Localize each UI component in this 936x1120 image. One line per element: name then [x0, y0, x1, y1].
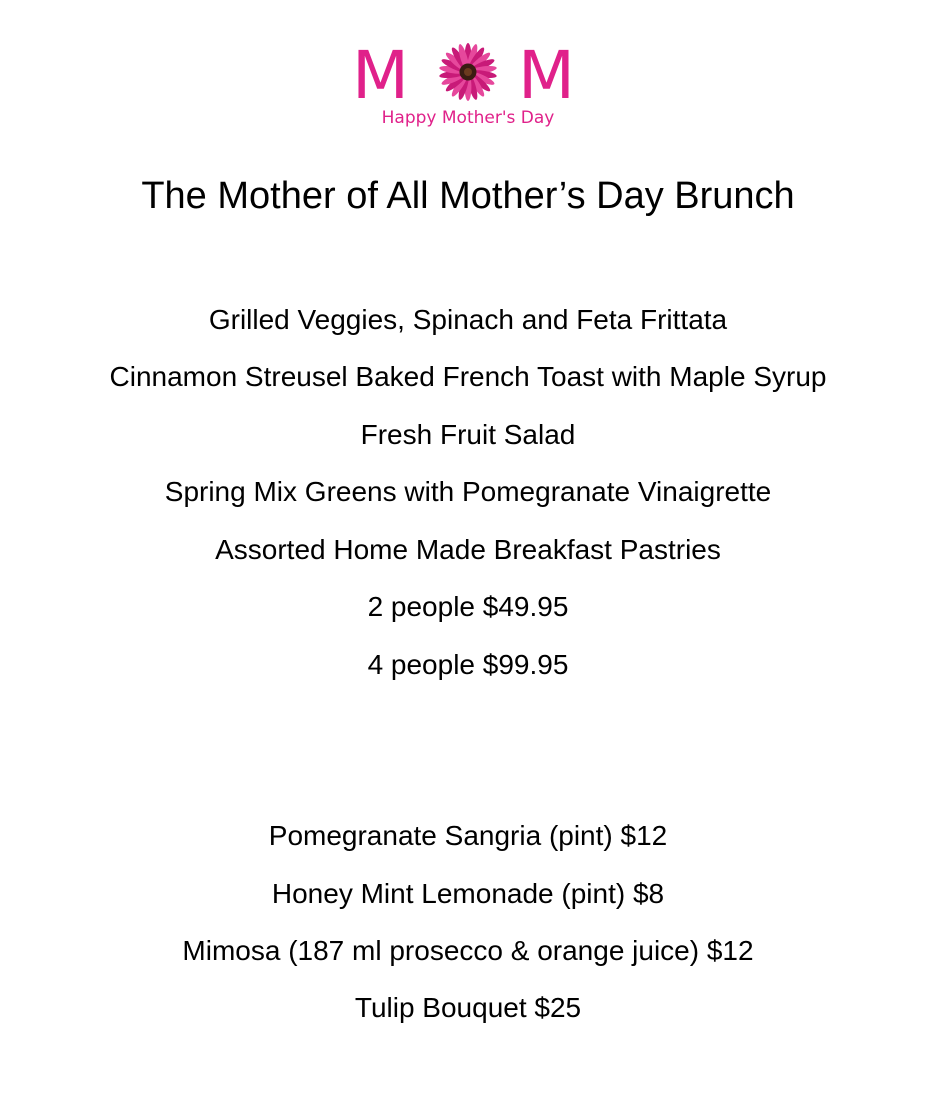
extras-menu-item: Honey Mint Lemonade (pint) $8	[271, 878, 665, 909]
extras-menu-item: Mimosa (187 ml prosecco & orange juice) $12	[182, 935, 754, 966]
menu-title: The Mother of All Mother’s Day Brunch	[141, 175, 795, 217]
brunch-menu-item: Spring Mix Greens with Pomegranate Vinaigrette	[164, 476, 772, 507]
daisy-flower-icon	[439, 43, 497, 101]
brunch-menu-item: Fresh Fruit Salad	[360, 419, 576, 450]
brunch-price-line: 4 people $99.95	[367, 649, 569, 680]
mom-logo	[350, 38, 586, 130]
brunch-menu-item: Grilled Veggies, Spinach and Feta Frittata	[208, 304, 728, 335]
brunch-price-line: 2 people $49.95	[367, 591, 569, 622]
logo-letter-m-right: M	[518, 38, 575, 114]
extras-menu-item: Pomegranate Sangria (pint) $12	[268, 820, 668, 851]
logo-letter-m-left: M	[352, 38, 409, 114]
mom-logo-graphic	[350, 38, 586, 130]
daisy-center-inner	[464, 68, 472, 76]
brunch-menu-item: Cinnamon Streusel Baked French Toast with Maple Syrup	[109, 361, 827, 392]
extras-menu-item: Tulip Bouquet $25	[354, 992, 582, 1023]
brunch-menu-item: Assorted Home Made Breakfast Pastries	[215, 534, 721, 565]
logo-tagline: Happy Mother's Day	[381, 108, 555, 128]
